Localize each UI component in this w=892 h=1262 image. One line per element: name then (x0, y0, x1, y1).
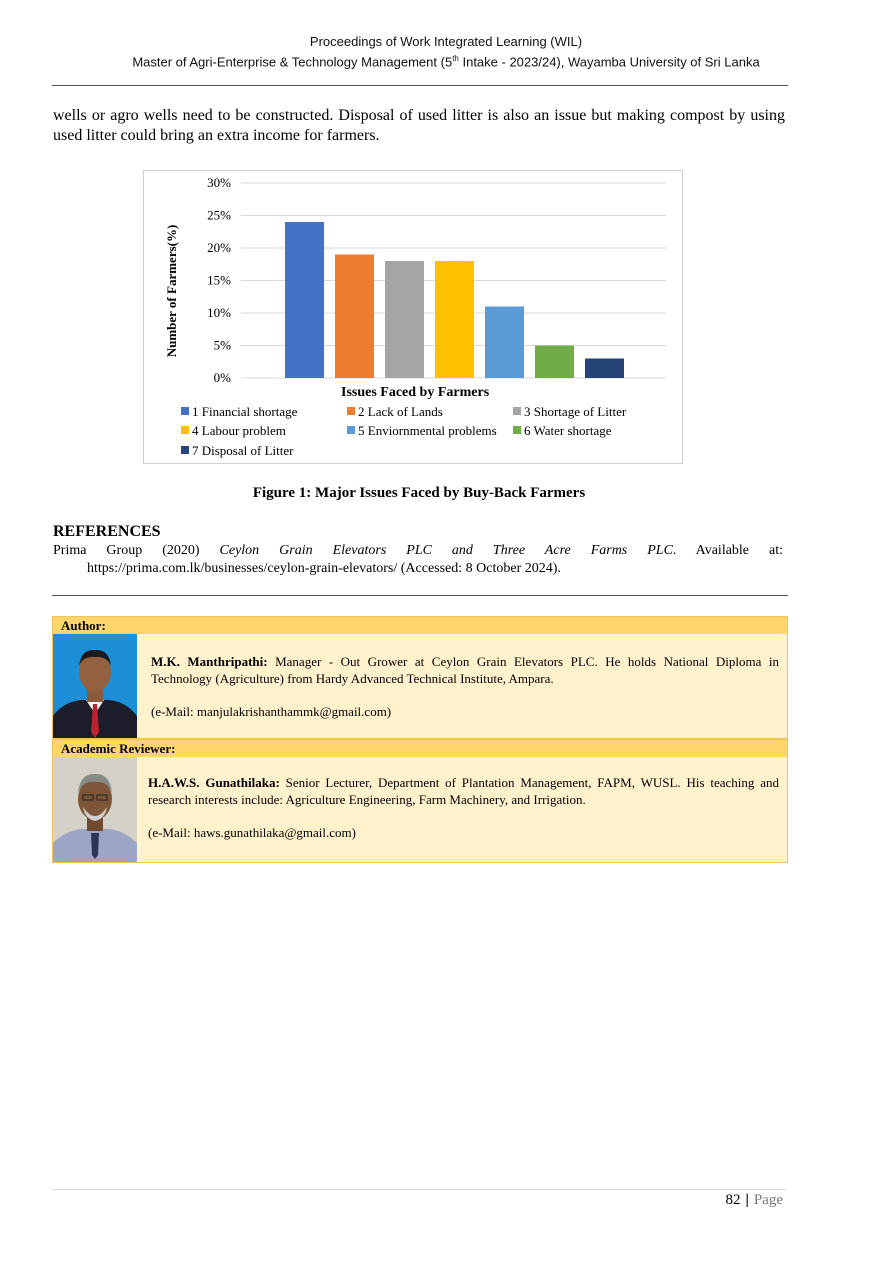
legend-label: 5 Enviornmental problems (358, 423, 497, 438)
y-tick-label: 5% (213, 337, 231, 353)
legend-item-2 (347, 404, 443, 420)
reviewer-bio: H.A.W.S. Gunathilaka: Senior Lecturer, Department of Plantation Management, FAPM, WUSL. His teaching and research interests include: Agriculture Engineering, Farm Machinery, and Irrigation. (e-Mail: haws.gunathilaka@gmail.com) (148, 775, 779, 840)
legend-item-3 (513, 404, 626, 420)
y-tick-label: 0% (213, 370, 231, 385)
bar-3 (385, 261, 424, 378)
author-bio: M.K. Manthripathi: Manager - Out Grower at Ceylon Grain Elevators PLC. He holds National Diploma in Technology (Agriculture) from Hardy Advanced Technical Institute, Ampara. (e-Mail: manjulakrishanthammk@gmail.com) (151, 654, 779, 719)
legend-swatch (181, 446, 189, 454)
legend-label: 6 Water shortage (524, 423, 612, 438)
reviewer-name: H.A.W.S. Gunathilaka: (148, 775, 280, 790)
bar-4 (435, 261, 474, 378)
bar-2 (335, 255, 374, 379)
references-heading: REFERENCES (53, 523, 161, 540)
reviewer-email[interactable]: (e-Mail: haws.gunathilaka@gmail.com) (148, 825, 356, 840)
y-tick-label: 15% (207, 272, 231, 288)
author-bio-box (52, 634, 788, 739)
reviewer-photo (53, 757, 137, 862)
figure-caption: Figure 1: Major Issues Faced by Buy-Back Farmers (252, 485, 586, 501)
bar-5 (485, 307, 524, 379)
legend-swatch (181, 407, 189, 415)
legend-label: 4 Labour problem (192, 423, 286, 438)
y-tick-label: 25% (207, 207, 231, 223)
legend-label: 3 Shortage of Litter (524, 404, 627, 419)
bar-7 (585, 359, 624, 379)
header-line-1: Proceedings of Work Integrated Learning (WIL) (309, 34, 583, 49)
legend-item-7 (181, 443, 293, 459)
author-photo (53, 634, 137, 738)
legend-swatch (347, 407, 355, 415)
legend-label: 2 Lack of Lands (358, 404, 443, 419)
legend-label: 7 Disposal of Litter (192, 443, 294, 458)
legend-item-6 (513, 423, 612, 439)
page-number: 82 | Page (725, 1192, 783, 1208)
reviewer-bio-box (52, 757, 788, 863)
reference-url[interactable]: https://prima.com.lk/businesses/ceylon-grain-elevators/ (Accessed: 8 October 2024). (87, 561, 561, 576)
y-tick-label: 20% (207, 240, 231, 255)
legend-item-1 (181, 404, 297, 420)
y-tick-label: 10% (207, 305, 231, 320)
reviewer-label-bar: Academic Reviewer: (52, 739, 788, 758)
legend-swatch (347, 426, 355, 434)
y-tick-label: 30% (207, 175, 231, 190)
legend-swatch (513, 426, 521, 434)
legend-item-4 (181, 423, 286, 439)
legend-label: 1 Financial shortage (192, 404, 298, 419)
header-divider (52, 85, 788, 86)
body-paragraph: wells or agro wells need to be constructed. Disposal of used litter is also an issue but making compost by using used litter could bring an extra income for farmers. (53, 107, 785, 144)
header-line-2: Master of Agri-Enterprise & Technology Management (5th Intake - 2023/24), Wayamba University of Sri Lanka (132, 54, 760, 70)
author-name: M.K. Manthripathi: (151, 654, 268, 669)
references-divider (52, 595, 788, 596)
author-email[interactable]: (e-Mail: manjulakrishanthammk@gmail.com) (151, 704, 392, 719)
bar-1 (285, 222, 324, 378)
page-header (0, 33, 892, 70)
footer-divider (52, 1189, 786, 1190)
reference-item: Prima Group (2020) Ceylon Grain Elevators PLC and Three Acre Farms PLC. Available at: (53, 543, 784, 558)
legend-swatch (513, 407, 521, 415)
y-axis-label: Number of Farmers(%) (164, 224, 179, 358)
author-label-bar: Author: (52, 616, 788, 635)
bar-6 (535, 346, 574, 379)
legend-swatch (181, 426, 189, 434)
legend-item-5 (347, 423, 497, 439)
x-axis-label: Issues Faced by Farmers (341, 385, 490, 400)
